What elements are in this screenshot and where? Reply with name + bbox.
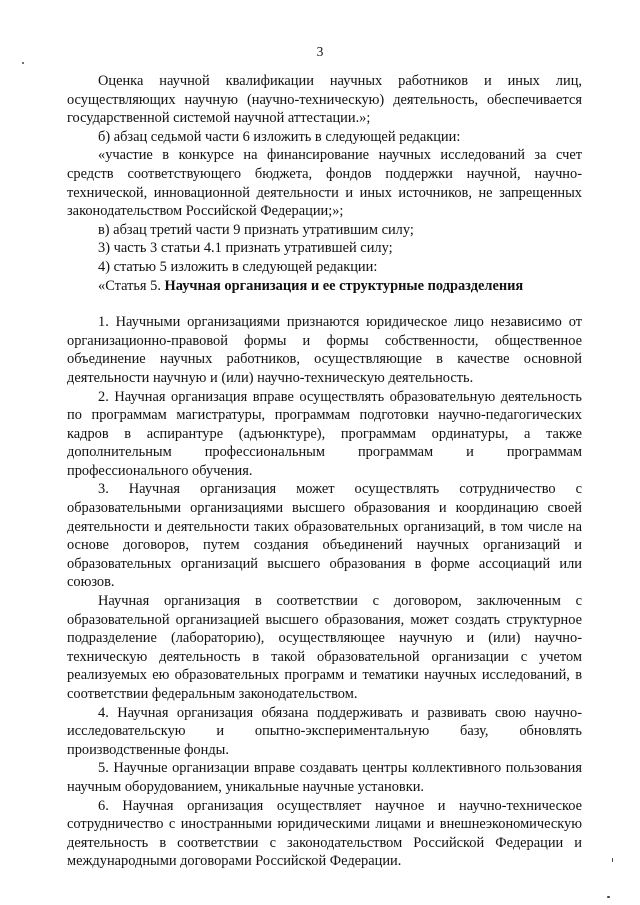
article-heading [67,277,582,296]
article-heading-title: Научная организация и ее структурные подразделения [164,277,524,294]
paragraph: 5. Научные организации вправе создавать центры коллективного пользования научным оборудованием, уникальные научные установки. [67,760,582,795]
paragraph: «участие в конкурсе на финансирование научных исследований за счет средств соответствующего бюджета, фондов поддержки научной, научно-технической, инновационной деятельности и иных источников, не запрещенных законодательством Российской Федерации;»; [67,147,582,220]
paragraph: Научная организация в соответствии с договором, заключенным с образовательной организацией высшего образования, может создать структурное подразделение (лабораторию), осуществляющее научную и (или) научно-техническую деятельность в такой образовательной организации с учетом реализуемых ею образовательных программ и тематики научных исследований, в соответствии федеральным законодательством. [67,593,582,702]
page-number: 3 [316,44,324,59]
scan-speck [612,858,613,862]
spacer [67,295,582,313]
paragraph: 6. Научная организация осуществляет научное и научно-техническое сотрудничество с иностранными юридическими лицами и внешнеэкономическую деятельность в соответствии с законодательством Российской Федерации и международными договорами Российской Федерации. [67,797,582,870]
paragraph: 3) часть 3 статьи 4.1 признать утратившей силу; [98,240,393,257]
paragraph: б) абзац седьмой части 6 изложить в следующей редакции: [98,128,461,145]
paragraph: 3. Научная организация может осуществлять сотрудничество с образовательными организациями высшего образования и координацию своей деятельности и деятельности таких образовательных организаций, в том числе на основе договоров, путем создания объединений научных организаций и образовательных организаций высшего образования в форме ассоциаций или союзов. [67,481,582,591]
scan-speck [607,896,610,898]
paragraph: 1. Научными организациями признаются юридическое лицо независимо от организационно-правовой формы и формы собственности, общественное объединение научных работников, осуществляющие в качестве основной деятельности научную и (или) научно-техническую деятельность. [67,314,582,386]
paragraph: 4. Научная организация обязана поддерживать и развивать свою научно-исследовательскую и опытно-экспериментальную базу, обновлять производственные фонды. [67,704,582,758]
paragraph: 2. Научная организация вправе осуществлять образовательную деятельность по программам магистратуры, программам подготовки научно-педагогических кадров в аспирантуре (адъюнктуре), программам ординатуры, а также дополнительным профессиональным программам и программам профессионального обучения. [67,388,582,479]
paragraph: Оценка научной квалификации научных работников и иных лиц, осуществляющих научную (научно-техническую) деятельность, обеспечивается государственной системой научной аттестации.»; [67,73,582,127]
paragraph: в) абзац третий части 9 признать утратившим силу; [98,221,414,238]
document-body [67,72,582,871]
scan-speck [22,62,24,64]
paragraph: 4) статью 5 изложить в следующей редакции: [98,258,378,275]
article-heading-prefix: «Статья 5. [98,277,165,294]
